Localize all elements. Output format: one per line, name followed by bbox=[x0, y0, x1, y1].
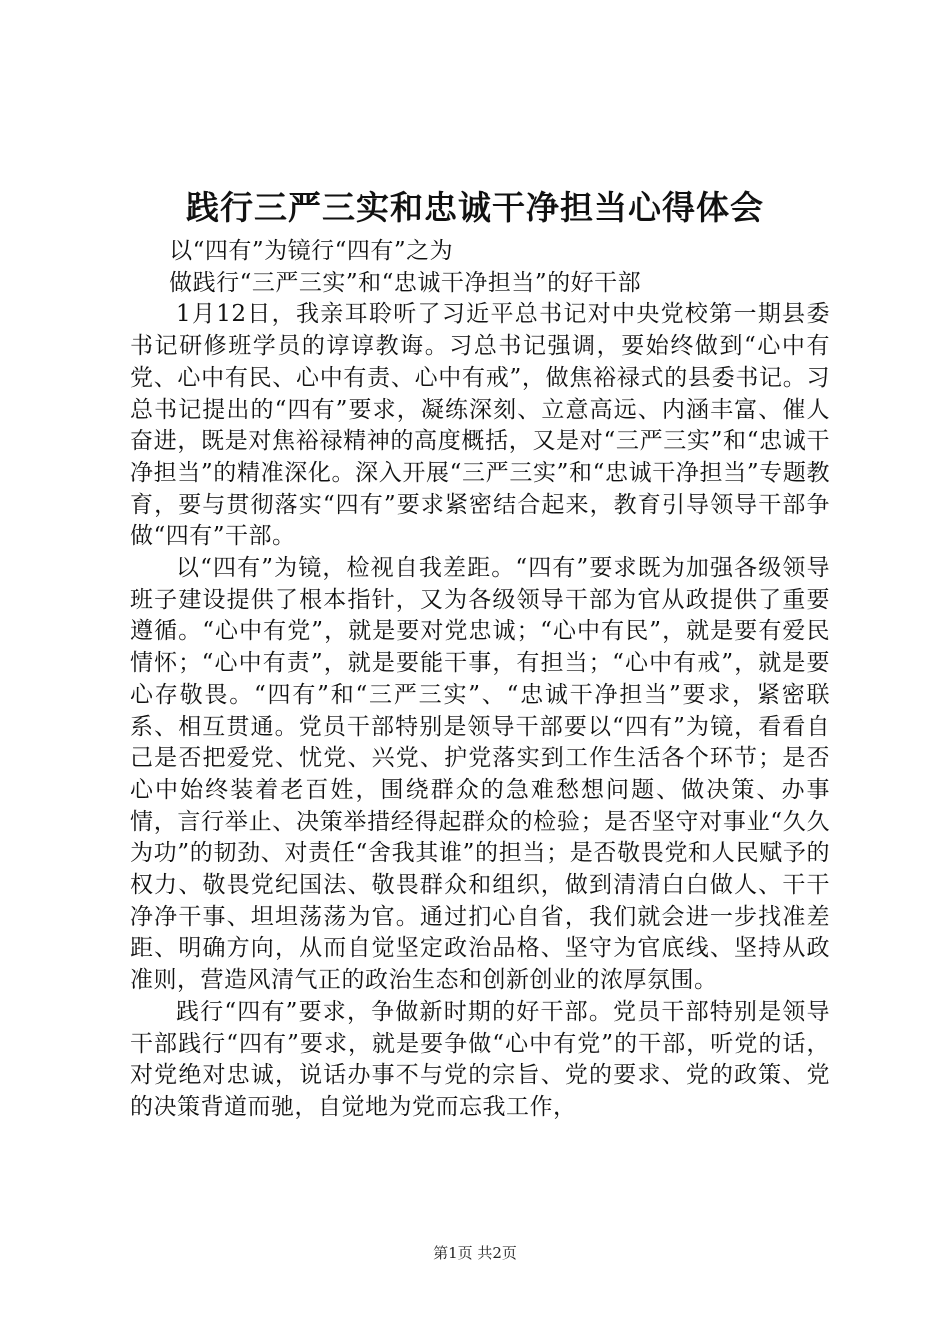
subtitle-line-1: 以“四有”为镜行“四有”之为 bbox=[169, 238, 454, 264]
paragraph-1: 1月12日，我亲耳聆听了习近平总书记对中央党校第一期县委书记研修班学员的谆谆教诲。习总书记强调，要始终做到“心中有党、心中有民、心中有责、心中有戒”，做焦裕禄式的县委书记。习总书记提出的“四有”要求，凝练深刻、立意高远、内涵丰富、催人奋进，既是对焦裕禄精神的高度概括，又是对“三严三实”和“忠诚干净担当”的精准深化。深入开展“三严三实”和“忠诚干净担当”专题教育，要与贯彻落实“四有”要求紧密结合起来，教育引导领导干部争做“四有”干部。 bbox=[130, 301, 830, 550]
document-body bbox=[130, 236, 830, 1124]
paragraph-3: 践行“四有”要求，争做新时期的好干部。党员干部特别是领导干部践行“四有”要求，就是要争做“心中有党”的干部，听党的话，对党绝对忠诚，说话办事不与党的宗旨、党的要求、党的政策、党的决策背道而驰，自觉地为党而忘我工作， bbox=[130, 998, 830, 1120]
page-footer: 第1页 共2页 bbox=[433, 1244, 517, 1262]
paragraph-2: 以“四有”为镜，检视自我差距。“四有”要求既为加强各级领导班子建设提供了根本指针，又为各级领导干部为官从政提供了重要遵循。“心中有党”，就是要对党忠诚；“心中有民”，就是要有爱民情怀；“心中有责”，就是要能干事，有担当；“心中有戒”，就是要心存敬畏。“四有”和“三严三实”、“忠诚干净担当”要求，紧密联系、相互贯通。党员干部特别是领导干部要以“四有”为镜，看看自己是否把爱党、忧党、兴党、护党落实到工作生活各个环节；是否心中始终装着老百姓，围绕群众的急难愁想问题、做决策、办事情，言行举止、决策举措经得起群众的检验；是否坚守对事业“久久为功”的韧劲、对责任“舍我其谁”的担当；是否敬畏党和人民赋予的权力、敬畏党纪国法、敬畏群众和组织，做到清清白白做人、干干净净干事、坦坦荡荡为官。通过扪心自省，我们就会进一步找准差距、明确方向，从而自觉坚定政治品格、坚守为官底线、坚持从政准则，营造风清气正的政治生态和创新创业的浓厚氛围。 bbox=[130, 555, 830, 994]
subtitle-line-2: 做践行“三严三实”和“忠诚干净担当”的好干部 bbox=[169, 269, 642, 296]
document-title: 践行三严三实和忠诚干净担当心得体会 bbox=[186, 188, 764, 227]
